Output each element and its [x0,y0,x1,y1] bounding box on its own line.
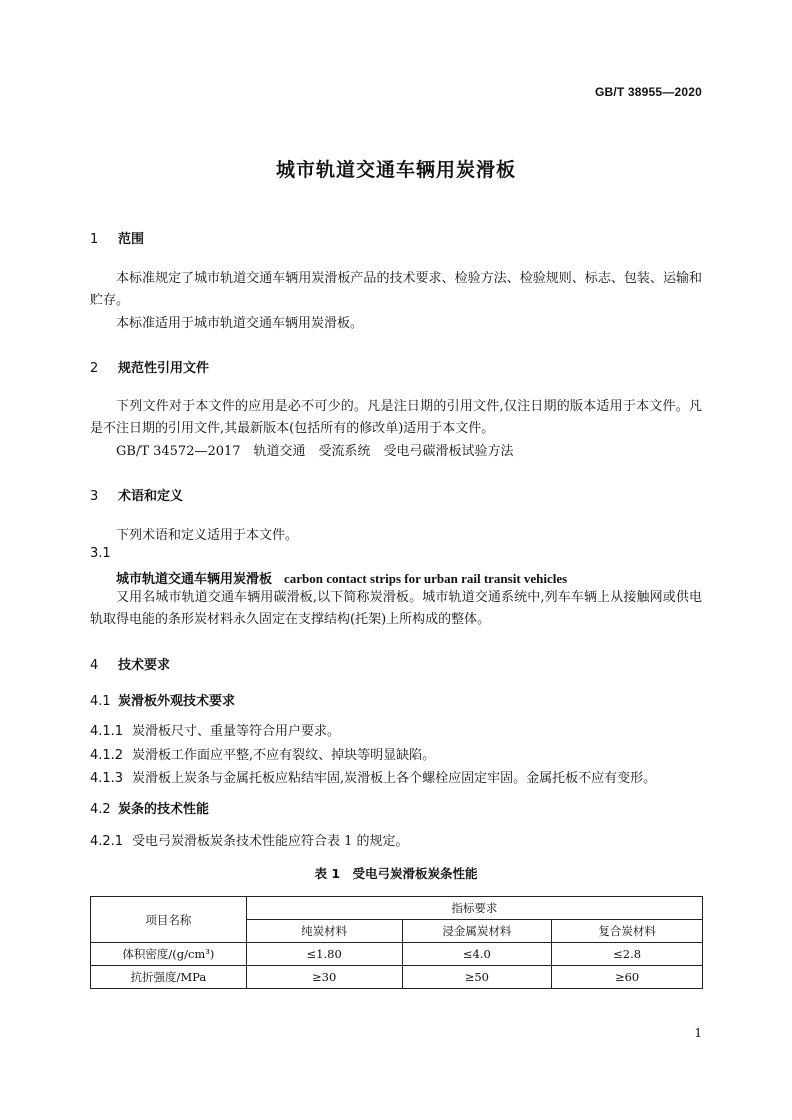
normative-reference: GB/T 34572—2017 轨道交通 受流系统 受电弓碳滑板试验方法 [116,444,514,459]
clause-number: 4.2.1 [90,834,124,849]
table-cell: ≤2.8 [552,943,703,966]
table-caption: 表 1 受电弓炭滑板炭条性能 [314,866,478,881]
clause-text: 受电弓炭滑板炭条技术性能应符合表 1 的规定。 [132,834,409,849]
clause-number: 4.1.3 [90,771,124,786]
clause-text: 炭滑板上炭条与金属托板应粘结牢固,炭滑板上各个螺栓应固定牢固。金属托板不应有变形。 [132,771,657,786]
clause-4-1-3 [90,767,656,786]
term-english: carbon contact strips for urban rail transit vehicles [284,571,568,586]
section-2-heading [90,357,209,376]
table-header-row [91,897,703,920]
subsection-number: 4.1 [90,694,111,709]
table-header-cell: 指标要求 [246,897,702,920]
document-title: 城市轨道交通车辆用炭滑板 [275,159,516,181]
clause-4-1-1 [90,720,340,739]
section-1-paragraph-1: 本标准规定了城市轨道交通车辆用炭滑板产品的技术要求、检验方法、检验规则、标志、包装、运输和贮存。 [90,271,702,308]
term-chinese: 城市轨道交通车辆用炭滑板 [116,572,273,587]
page-number: 1 [694,1026,702,1040]
term-entry [116,568,567,587]
section-number: 1 [90,232,99,247]
performance-table [90,896,703,989]
table-header-cell: 项目名称 [91,897,247,943]
clause-4-1-2 [90,744,435,763]
clause-text: 炭滑板工作面应平整,不应有裂纹、掉块等明显缺陷。 [132,748,436,763]
table-cell: ≤4.0 [402,943,552,966]
section-2-paragraph-1: 下列文件对于本文件的应用是必不可少的。凡是注日期的引用文件,仅注日期的版本适用于本文件。凡是不注日期的引用文件,其最新版本(包括所有的修改单)适用于本文件。 [90,399,702,436]
section-title: 术语和定义 [118,489,184,504]
section-3-paragraph-1: 下列术语和定义适用于本文件。 [116,528,299,543]
section-3-heading [90,485,183,504]
table-header-cell: 纯炭材料 [246,920,402,943]
clause-4-2-1 [90,830,409,849]
table-header-cell: 浸金属炭材料 [402,920,552,943]
subsection-title: 炭条的技术性能 [118,802,210,817]
clause-number: 4.1.1 [90,724,124,739]
standard-code: GB/T 38955—2020 [594,85,702,99]
section-number: 3 [90,489,99,504]
table-row [91,943,703,966]
section-1-paragraph-2: 本标准适用于城市轨道交通车辆用炭滑板。 [116,316,364,331]
section-title: 范围 [118,232,145,247]
table-header-cell: 复合炭材料 [552,920,703,943]
table-cell: ≥50 [402,966,552,989]
clause-text: 炭滑板尺寸、重量等符合用户要求。 [132,724,341,739]
subsection-4-1-heading [90,690,235,709]
clause-number: 4.1.2 [90,748,124,763]
section-1-heading [90,228,144,247]
table-row [91,966,703,989]
subsection-title: 炭滑板外观技术要求 [118,694,236,709]
table-cell: ≥30 [246,966,402,989]
section-4-heading [90,654,170,673]
term-number: 3.1 [90,546,111,561]
section-title: 技术要求 [118,658,171,673]
table-cell: 体积密度/(g/cm³) [91,943,247,966]
table-cell: ≤1.80 [246,943,402,966]
section-number: 2 [90,361,99,376]
section-number: 4 [90,658,99,673]
section-title: 规范性引用文件 [118,361,210,376]
subsection-4-2-heading [90,798,209,817]
table-cell: 抗折强度/MPa [91,966,247,989]
term-definition: 又用名城市轨道交通车辆用碳滑板,以下简称炭滑板。城市轨道交通系统中,列车车辆上从接触网或供电轨取得电能的条形炭材料永久固定在支撑结构(托架)上所构成的整体。 [90,590,702,627]
table-cell: ≥60 [552,966,703,989]
subsection-number: 4.2 [90,802,111,817]
